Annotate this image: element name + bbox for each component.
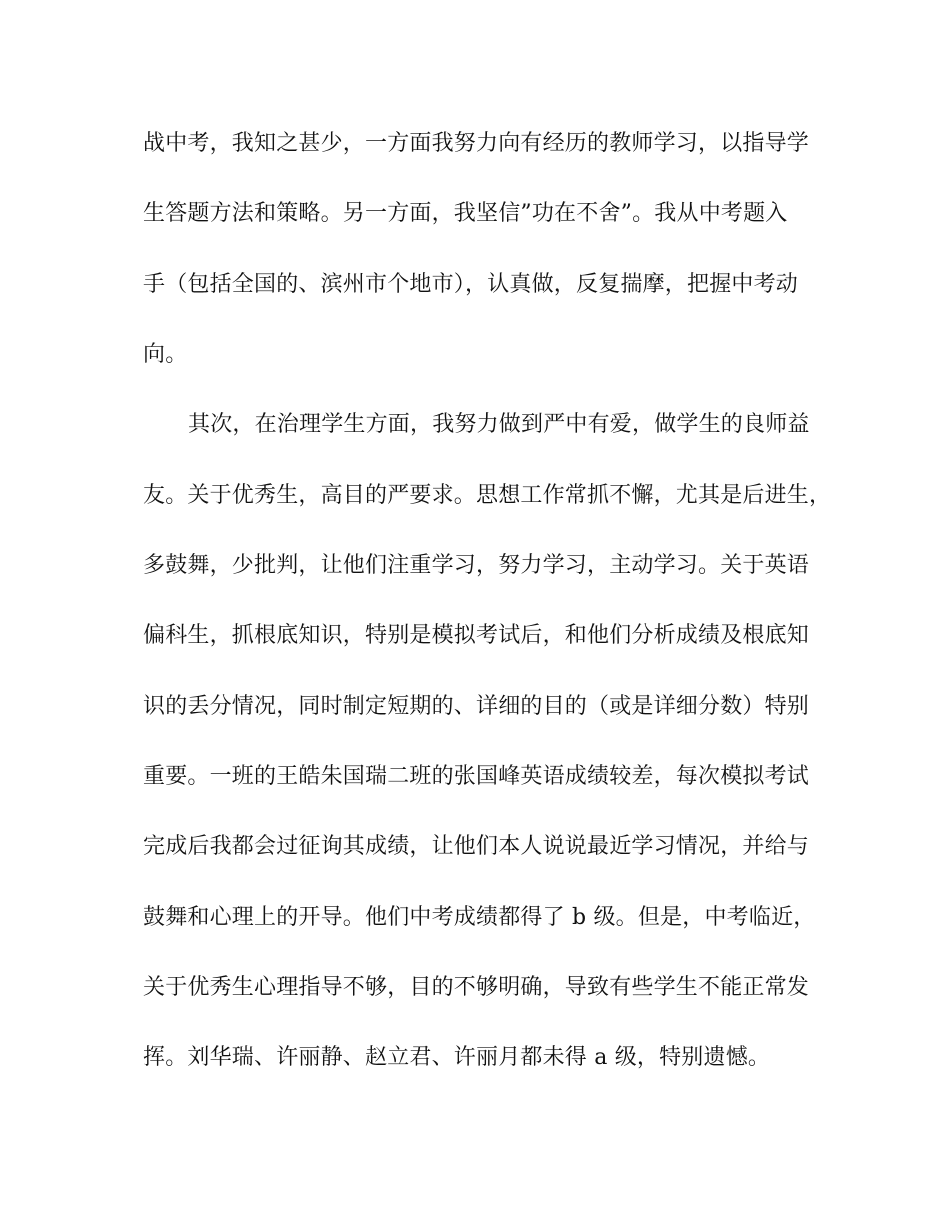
text-line: 鼓舞和心理上的开导。他们中考成绩都得了 b 级。但是，中考临近， bbox=[143, 905, 816, 930]
text-line: 手（包括全国的、滨州市个地市），认真做，反复揣摩，把握中考动 bbox=[143, 272, 799, 297]
text-line: 识的丢分情况，同时制定短期的、详细的目的（或是详细分数）特别 bbox=[143, 694, 810, 719]
text-line: 多鼓舞，少批判，让他们注重学习，努力学习，主动学习。关于英语 bbox=[143, 553, 810, 578]
text-line: 偏科生，抓根底知识，特别是模拟考试后，和他们分析成绩及根底知 bbox=[143, 623, 810, 648]
text-line: 重要。一班的王皓朱国瑞二班的张国峰英语成绩较差，每次模拟考试 bbox=[143, 764, 810, 789]
text-line: 友。关于优秀生，高目的严要求。思想工作常抓不懈，尤其是后进生， bbox=[143, 483, 832, 508]
paragraph-first-line: 其次，在治理学生方面，我努力做到严中有爱，做学生的良师益 bbox=[188, 412, 810, 437]
text-line: 向。 bbox=[143, 342, 188, 367]
text-line: 战中考，我知之甚少，一方面我努力向有经历的教师学习，以指导学 bbox=[143, 131, 810, 156]
text-line: 完成后我都会过征询其成绩，让他们本人说说最近学习情况，并给与 bbox=[143, 834, 810, 859]
text-line: 生答题方法和策略。另一方面，我坚信”功在不舍”。我从中考题入 bbox=[143, 201, 788, 226]
text-line: 挥。刘华瑞、许丽静、赵立君、许丽月都未得 a 级，特别遗憾。 bbox=[143, 1045, 771, 1070]
text-line: 关于优秀生心理指导不够，目的不够明确，导致有些学生不能正常发 bbox=[143, 975, 810, 1000]
